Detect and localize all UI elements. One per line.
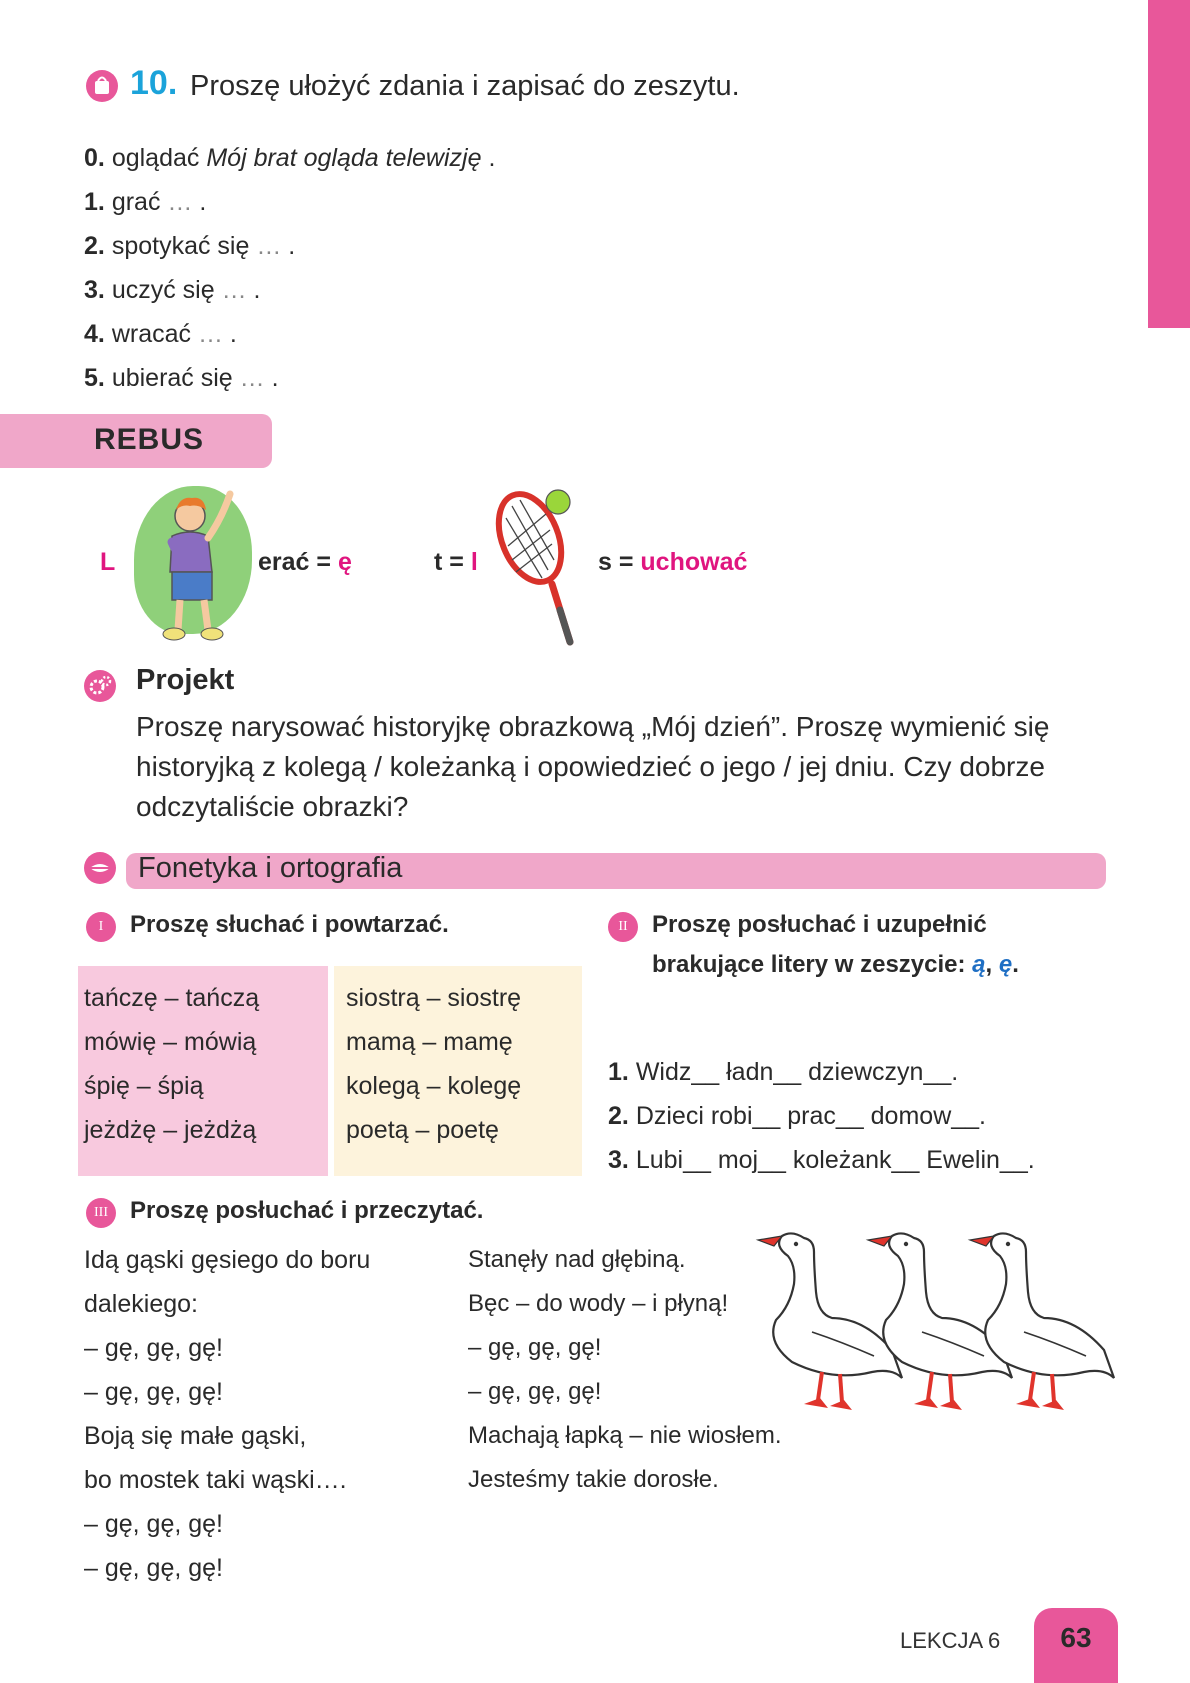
speaking-mouth-icon	[84, 852, 116, 884]
tennis-racket-icon	[486, 486, 590, 655]
exercise-number-badge: II	[608, 912, 638, 942]
exercise-title: Proszę posłuchać i uzupełnić	[652, 911, 987, 938]
list-item: 2. Dzieci robi__ prac__ domow__.	[608, 1102, 986, 1130]
rebus-part-erac: erać = ę	[258, 548, 352, 576]
task-title: Proszę ułożyć zdania i zapisać do zeszytu.	[190, 70, 740, 102]
poem-line: Jesteśmy takie dorosłe.	[468, 1466, 719, 1493]
list-item: 3. Lubi__ moj__ koleżank__ Ewelin__.	[608, 1146, 1035, 1174]
gears-icon	[84, 670, 116, 702]
word-pair: śpię – śpią	[84, 1072, 204, 1100]
word-pair: kolegą – kolegę	[346, 1072, 522, 1100]
poem-line: Bęc – do wody – i płyną!	[468, 1290, 729, 1317]
exercise-number-badge: I	[86, 912, 116, 942]
phonetics-title: Fonetyka i ortografia	[138, 852, 403, 884]
poem-line: – gę, gę, gę!	[84, 1378, 224, 1406]
word-pair: mówię – mówią	[84, 1028, 257, 1056]
rebus-part-s: s = uchować	[598, 548, 748, 576]
side-tab-marker	[1148, 0, 1190, 328]
list-item: 5. ubierać się … .	[84, 364, 279, 392]
sentence-list	[84, 136, 495, 400]
word-pair: poetą – poetę	[346, 1116, 499, 1144]
geese-illustration-icon	[752, 1222, 1132, 1437]
fill-in-list	[608, 1050, 1035, 1182]
poem-column-1	[84, 1238, 370, 1590]
poem-line: Stanęły nad głębiną.	[468, 1246, 686, 1273]
lesson-label: LEKCJA 6	[900, 1628, 1001, 1653]
exercise-number-badge: III	[86, 1198, 116, 1228]
exercise-title-line-2: brakujące litery w zeszycie: ą, ę.	[652, 951, 1019, 978]
poem-line: – gę, gę, gę!	[84, 1334, 224, 1362]
poem-line: – gę, gę, gę!	[84, 1510, 224, 1538]
rebus-label: REBUS	[94, 423, 205, 456]
word-pairs-column-2	[346, 976, 521, 1152]
word-pair: jeżdżę – jeżdżą	[84, 1116, 257, 1144]
exercise-title: Proszę posłuchać i przeczytać.	[130, 1197, 484, 1224]
list-item: 0. oglądać Mój brat ogląda telewizję .	[84, 144, 496, 172]
writing-task-icon	[86, 70, 118, 102]
list-item: 2. spotykać się … .	[84, 232, 296, 260]
poem-line: Machają łapką – nie wiosłem.	[468, 1422, 782, 1449]
word-pairs-column-1	[84, 976, 259, 1152]
poem-line: Idą gąski gęsiego do boru	[84, 1246, 371, 1274]
list-item: 1. Widz__ ładn__ dziewczyn__.	[608, 1058, 959, 1086]
rebus-part-t: t = l	[434, 548, 478, 576]
task-number: 10.	[130, 64, 178, 102]
project-text: Proszę narysować historyjkę obrazkową „Mój dzień”. Proszę wymienić się historyjką z kolegą / koleżanką i opowiedzieć o jego / jej dniu. Czy dobrze odczytaliście obrazki?	[136, 711, 1050, 822]
poem-line: – gę, gę, gę!	[84, 1554, 224, 1582]
page-number: 63	[1060, 1622, 1092, 1653]
poem-line: – gę, gę, gę!	[468, 1378, 602, 1405]
list-item: 1. grać … .	[84, 188, 207, 216]
project-title: Projekt	[136, 664, 235, 696]
poem-column-2	[468, 1238, 782, 1502]
list-item: 3. uczyć się … .	[84, 276, 261, 304]
poem-line: dalekiego:	[84, 1290, 198, 1318]
word-pair: mamą – mamę	[346, 1028, 513, 1056]
poem-line: – gę, gę, gę!	[468, 1334, 602, 1361]
list-item: 4. wracać … .	[84, 320, 237, 348]
poem-line: Boją się małe gąski,	[84, 1422, 307, 1450]
poem-line: bo mostek taki wąski….	[84, 1466, 347, 1494]
boy-illustration-icon	[150, 488, 250, 649]
word-pair: tańczę – tańczą	[84, 984, 260, 1012]
exercise-title: Proszę słuchać i powtarzać.	[130, 911, 449, 938]
rebus-letter-l: L	[100, 548, 116, 576]
word-pair: siostrą – siostrę	[346, 984, 522, 1012]
